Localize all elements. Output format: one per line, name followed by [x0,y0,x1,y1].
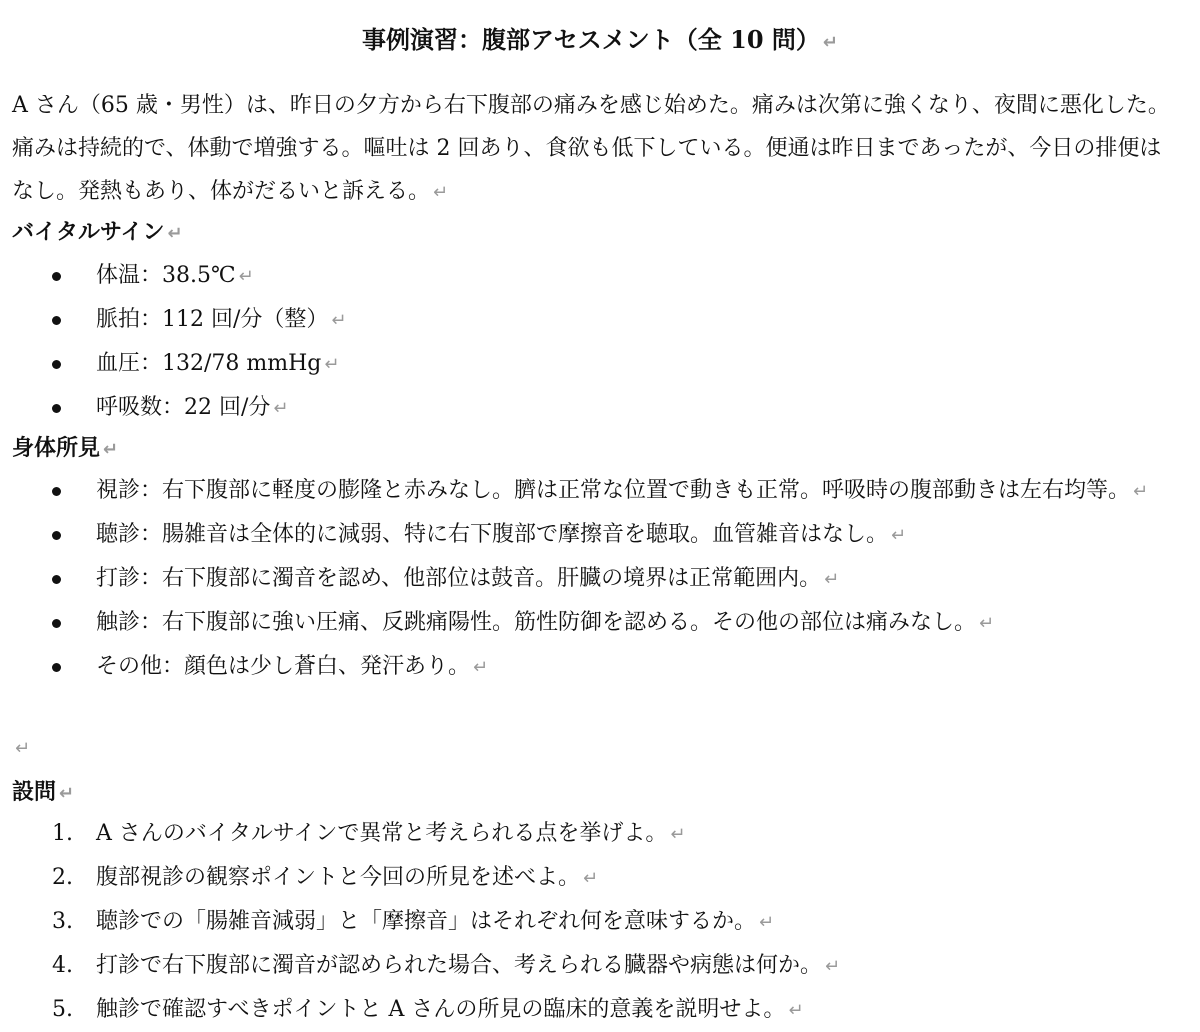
findings-item [0,469,1190,513]
bullet-icon [52,619,61,628]
paragraph-mark-icon: ↵ [822,32,838,53]
case-intro-paragraph [12,84,1172,214]
findings-item [0,557,1190,601]
bullet-icon [52,531,61,540]
bullet-icon [52,360,61,369]
paragraph-mark-icon: ↵ [331,310,347,331]
paragraph-mark-icon: ↵ [103,439,119,460]
vitals-item-text: 脈拍：112 回/分（整） [96,307,329,332]
question-text: 聴診での「腸雑音減弱」と「摩擦音」はそれぞれ何を意味するか。 [96,909,757,934]
findings-item-text: その他：顔色は少し蒼白、発汗あり。 [96,654,471,679]
paragraph-mark-icon: ↵ [273,398,289,419]
vitals-item [0,254,1190,298]
paragraph-mark-icon: ↵ [59,783,75,804]
paragraph-mark-icon: ↵ [824,569,840,590]
findings-heading-text: 身体所見 [12,435,101,461]
findings-item-text: 聴診：腸雑音は全体的に減弱、特に右下腹部で摩擦音を聴取。血管雑音はなし。 [96,522,889,547]
findings-item [0,645,1190,689]
question-number: 3. [52,909,73,934]
questions-heading-text: 設問 [12,779,57,805]
paragraph-mark-icon: ↵ [759,912,775,933]
bullet-icon [52,663,61,672]
vitals-heading [12,212,183,254]
findings-list [0,469,1190,689]
vitals-item [0,298,1190,342]
vitals-list [0,254,1190,430]
paragraph-mark-icon: ↵ [825,956,841,977]
question-number: 5. [52,997,73,1022]
paragraph-mark-icon: ↵ [1133,481,1149,502]
intro-text: A さん（65 歳・男性）は、昨日の夕方から右下腹部の痛みを感じ始めた。痛みは次第に強くなり、夜間に悪化した。痛みは持続的で、体動で増強する。嘔吐は 2 回あり、食欲も低下している。便通は昨日まであったが、今日の排便はなし。発熱もあり、体がだるいと訴える。 [12,93,1170,204]
question-item [0,856,1190,900]
question-item [0,944,1190,988]
paragraph-mark-icon: ↵ [238,266,254,287]
question-text: 腹部視診の観察ポイントと今回の所見を述べよ。 [96,865,581,890]
empty-paragraph [12,726,30,770]
question-number: 4. [52,953,73,978]
questions-heading [12,772,74,814]
vitals-item [0,386,1190,430]
question-item [0,900,1190,944]
vitals-item [0,342,1190,386]
findings-item-text: 打診：右下腹部に濁音を認め、他部位は鼓音。肝臓の境界は正常範囲内。 [96,566,822,591]
document-title [0,20,1200,63]
paragraph-mark-icon: ↵ [324,354,340,375]
vitals-heading-text: バイタルサイン [12,219,165,245]
question-text: A さんのバイタルサインで異常と考えられる点を挙げよ。 [96,821,668,846]
findings-heading [12,428,118,470]
findings-item [0,513,1190,557]
questions-list [0,812,1190,1032]
question-text: 打診で右下腹部に濁音が認められた場合、考えられる臓器や病態は何か。 [96,953,823,978]
paragraph-mark-icon: ↵ [891,525,907,546]
vitals-item-text: 呼吸数：22 回/分 [96,395,271,420]
bullet-icon [52,487,61,496]
findings-item [0,601,1190,645]
bullet-icon [52,404,61,413]
findings-item-text: 触診：右下腹部に強い圧痛、反跳痛陽性。筋性防御を認める。その他の部位は痛みなし。 [96,610,977,635]
paragraph-mark-icon: ↵ [583,868,599,889]
paragraph-mark-icon: ↵ [473,657,489,678]
bullet-icon [52,272,61,281]
paragraph-mark-icon: ↵ [167,223,183,244]
title-text: 事例演習：腹部アセスメント（全 10 問） [362,25,820,54]
vitals-item-text: 血圧：132/78 mmHg [96,351,322,376]
bullet-icon [52,575,61,584]
question-item [0,812,1190,856]
question-text: 触診で確認すべきポイントと A さんの所見の臨床的意義を説明せよ。 [96,997,786,1022]
question-number: 2. [52,865,73,890]
bullet-icon [52,316,61,325]
paragraph-mark-icon: ↵ [670,824,686,845]
question-number: 1. [52,821,73,846]
paragraph-mark-icon: ↵ [979,613,995,634]
paragraph-mark-icon: ↵ [15,738,31,759]
question-item [0,988,1190,1032]
vitals-item-text: 体温：38.5℃ [96,263,236,288]
findings-item-text: 視診：右下腹部に軽度の膨隆と赤みなし。臍は正常な位置で動きも正常。呼吸時の腹部動きは左右均等。 [96,478,1131,503]
paragraph-mark-icon: ↵ [433,182,449,203]
paragraph-mark-icon: ↵ [788,1000,804,1021]
